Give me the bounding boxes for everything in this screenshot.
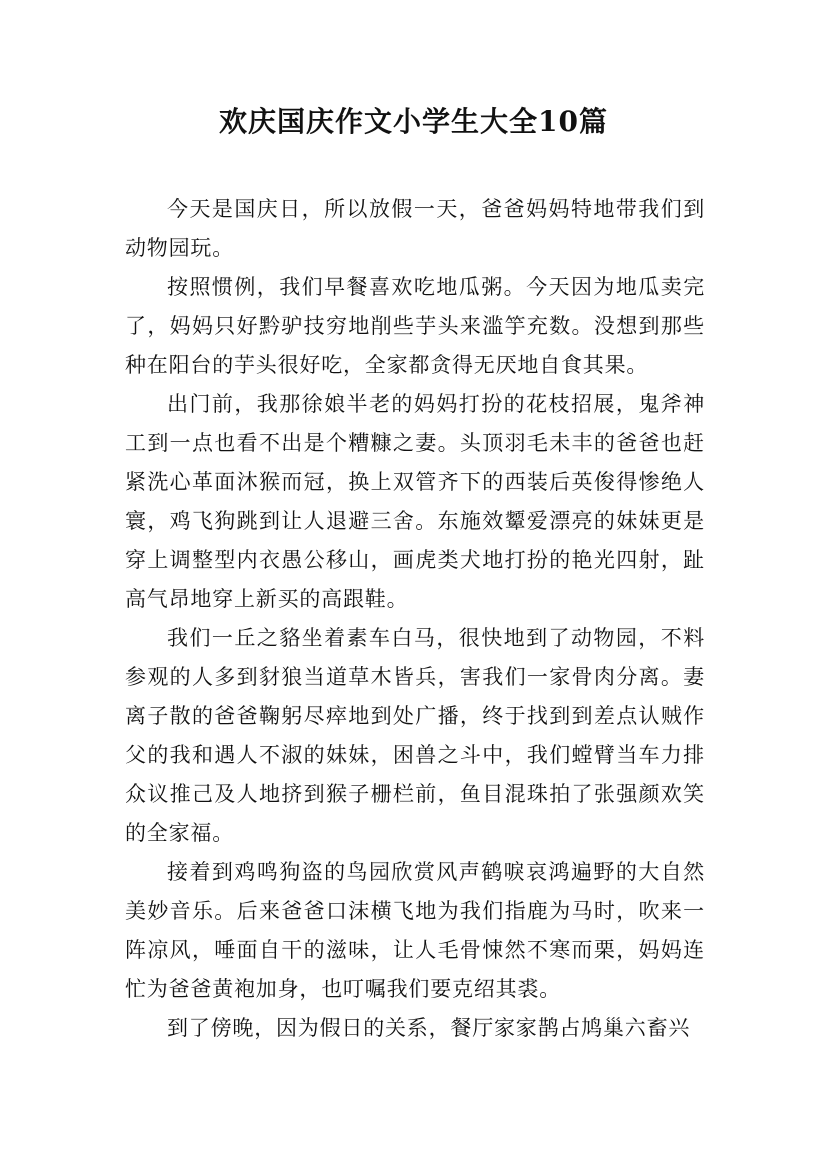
paragraph-4: 我们一丘之貉坐着素车白马，很快地到了动物园，不料参观的人多到豺狼当道草木皆兵，害我们一家骨肉分离。妻离子散的爸爸鞠躬尽瘁地到处广播，终于找到到差点认贼作父的我和遇人不淑的妹妹，困兽之斗中，我们螳臂当车力排众议推己及人地挤到猴子栅栏前，鱼目混珠拍了张强颜欢笑的全家福。	[125, 626, 705, 845]
paragraph-1: 今天是国庆日，所以放假一天，爸爸妈妈特地带我们到动物园玩。	[125, 197, 705, 260]
document-body	[125, 190, 705, 1048]
paragraph-5: 接着到鸡鸣狗盗的鸟园欣赏风声鹤唳哀鸿遍野的大自然美妙音乐。后来爸爸口沫横飞地为我们指鹿为马时，吹来一阵凉风，唾面自干的滋味，让人毛骨悚然不寒而栗，妈妈连忙为爸爸黄袍加身，也叮嘱我们要克绍其裘。	[125, 860, 705, 1001]
paragraph-2: 按照惯例，我们早餐喜欢吃地瓜粥。今天因为地瓜卖完了，妈妈只好黔驴技穷地削些芋头来滥竽充数。没想到那些种在阳台的芋头很好吃，全家都贪得无厌地自食其果。	[125, 275, 705, 377]
paragraph-6: 到了傍晚，因为假日的关系，餐厅家家鹊占鸠巢六畜兴	[167, 1016, 691, 1040]
paragraph-3: 出门前，我那徐娘半老的妈妈打扮的花枝招展，鬼斧神工到一点也看不出是个糟糠之妻。头顶羽毛未丰的爸爸也赶紧洗心革面沐猴而冠，换上双管齐下的西装后英俊得惨绝人寰，鸡飞狗跳到让人退避三舍。东施效颦爱漂亮的妹妹更是穿上调整型内衣愚公移山，画虎类犬地打扮的艳光四射，趾高气昂地穿上新买的高跟鞋。	[125, 392, 705, 611]
document-title: 欢庆国庆作文小学生大全10篇	[219, 105, 608, 138]
